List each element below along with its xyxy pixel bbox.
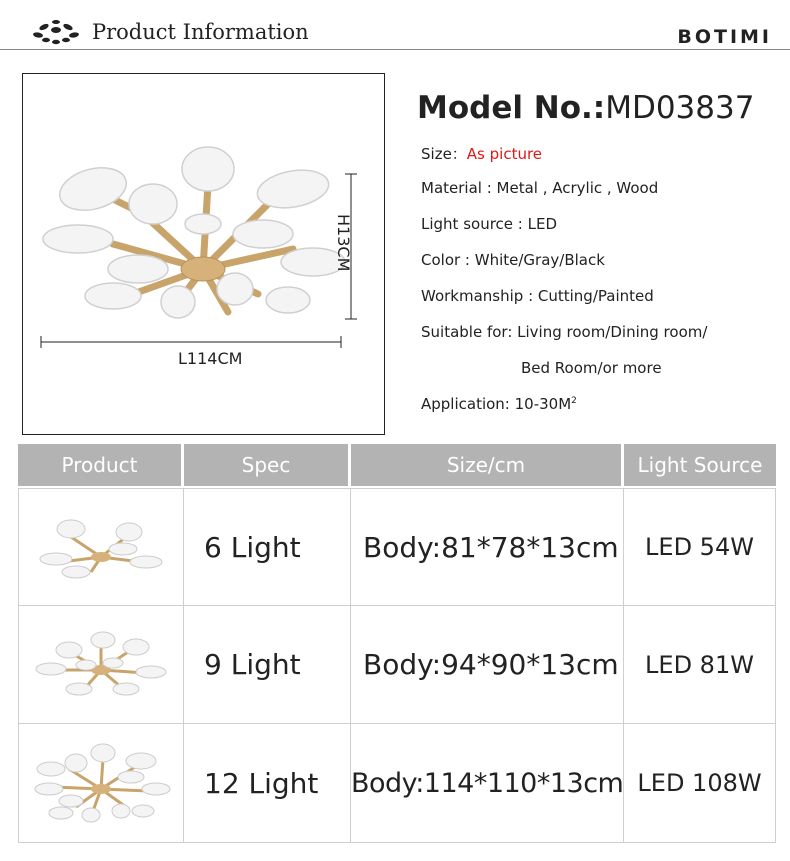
spec-table (18, 444, 776, 843)
height-dimension-label: H13CM (334, 214, 353, 272)
application-superscript: 2 (571, 396, 577, 406)
spec-color: Color : White/Gray/Black (421, 251, 605, 269)
width-dimension-label: L114CM (178, 349, 243, 368)
table-row-3-spec (183, 723, 351, 843)
row-1-source-text: LED 54W (645, 533, 754, 561)
spec-application (421, 395, 577, 413)
table-row-1-product-image (18, 488, 184, 606)
chandelier-illustration (23, 74, 384, 434)
header-divider (0, 49, 790, 50)
header-spec: Spec (184, 444, 348, 486)
row-2-spec-text: 9 Light (204, 648, 301, 681)
model-number (417, 90, 754, 126)
spec-size (421, 143, 542, 164)
chandelier-12-light-thumbnail (31, 741, 171, 825)
chandelier-9-light-thumbnail (31, 625, 171, 705)
product-photo (22, 73, 385, 435)
table-row-1-source (623, 488, 776, 606)
spec-suitable-line2: Bed Room/or more (521, 359, 662, 377)
chandelier-6-light-thumbnail (31, 507, 171, 587)
table-row-3-size (350, 723, 624, 843)
spec-workmanship: Workmanship : Cutting/Painted (421, 287, 654, 305)
row-3-spec-text: 12 Light (204, 766, 319, 800)
header-size: Size/cm (351, 444, 621, 486)
row-2-size-text: Body:94*90*13cm (363, 648, 619, 681)
table-row-2-source (623, 605, 776, 724)
table-row-2-size (350, 605, 624, 724)
brand-logo-text: BOTIMI (677, 26, 772, 48)
table-row-3-source (623, 723, 776, 843)
table-row-1-spec (183, 488, 351, 606)
model-value: MD03837 (605, 90, 755, 126)
size-label: Size： (421, 145, 467, 163)
flower-logo-icon (30, 18, 82, 48)
size-value: As picture (466, 145, 543, 163)
table-row-2-product-image (18, 605, 184, 724)
model-label: Model No.: (417, 90, 606, 126)
row-3-size-text: Body:114*110*13cm (351, 767, 624, 799)
table-row-3-product-image (18, 723, 184, 843)
page-title: Product Information (92, 20, 309, 44)
spec-light-source: Light source : LED (421, 215, 557, 233)
row-2-source-text: LED 81W (645, 650, 754, 679)
header-product: Product (18, 444, 181, 486)
table-row-2-spec (183, 605, 351, 724)
row-1-size-text: Body:81*78*13cm (363, 530, 619, 564)
spec-suitable-line1: Suitable for: Living room/Dining room/ (421, 323, 708, 341)
table-row-1-size (350, 488, 624, 606)
row-3-source-text: LED 108W (637, 769, 762, 797)
header-light-source: Light Source (624, 444, 776, 486)
spec-material: Material : Metal , Acrylic , Wood (421, 179, 659, 197)
row-1-spec-text: 6 Light (204, 530, 301, 564)
header (0, 0, 790, 50)
application-label: Application: 10-30M (421, 395, 572, 413)
